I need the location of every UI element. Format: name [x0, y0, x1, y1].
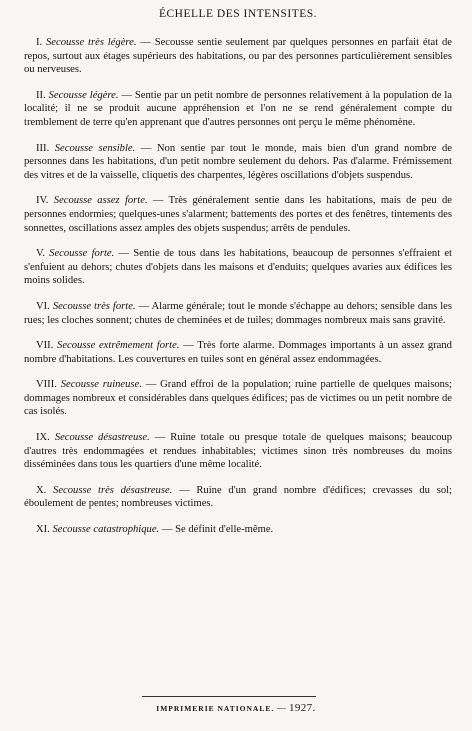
- intensity-entry: [24, 247, 452, 288]
- footer-rule: [142, 696, 316, 697]
- intensity-entry: [24, 142, 452, 183]
- intensity-number: III.: [36, 142, 50, 154]
- intensity-number: V.: [36, 248, 45, 260]
- intensity-entry: [24, 339, 452, 366]
- intensity-entry: [24, 378, 452, 419]
- intensity-description: — Alarme générale; tout le monde s'échappe au dehors; sensible dans les rues; les cloches sonnent; chutes de cheminées et de tuiles; dommages nombreux mais sans gravité.: [24, 300, 452, 326]
- intensity-number: VII.: [36, 340, 54, 352]
- intensity-name: Secousse désastreuse.: [54, 432, 150, 444]
- intensity-entry: [24, 484, 452, 511]
- footer-dash: —: [276, 703, 287, 713]
- footer-year: 1927.: [288, 702, 316, 714]
- intensity-name: Secousse ruineuse.: [60, 379, 142, 391]
- intensity-number: XI.: [36, 524, 50, 536]
- intensity-description: — Ruine d'un grand nombre d'édifices; crevasses du sol; éboulement de pentes; nombreuses victimes.: [24, 484, 452, 510]
- intensity-description: — Sentie par un petit nombre de personnes relativement à la population de la localité; il ne se produit aucune appréhension et l'on ne se rend généralement compte du tremblement de terre qu'en apprenant que d'autres personnes ont perçu le même phénomène.: [24, 89, 452, 128]
- footer-imprint: IMPRIMERIE NATIONALE.: [156, 704, 275, 713]
- intensity-entry: [24, 89, 452, 130]
- intensity-description: — Secousse sentie seulement par quelques personnes en parfait état de repos, surtout aux étages supérieurs des habitations, ou par des personnes particulièrement sensibles ou nerveuses.: [24, 37, 452, 76]
- intensity-name: Secousse très désastreuse.: [53, 484, 173, 496]
- intensity-description: — Ruine totale ou presque totale de quelques maisons; beaucoup d'autres très endommagées et rendues inhabitables; victimes sinon très nombreuses du moins disséminées dans tous les quartiers d'une même localité.: [24, 432, 452, 471]
- intensity-description: — Très généralement sentie dans les habitations, mais de peu de personnes endormies; quelques-unes s'alarment; battements des portes et des fenêtres, tintements des sonnettes, oscillations assez amples des objets suspendus; arrêts de pendules.: [24, 195, 453, 234]
- intensity-number: I.: [36, 37, 43, 48]
- intensity-name: Secousse très forte.: [52, 300, 136, 312]
- intensity-entry: [24, 36, 452, 77]
- intensity-number: IV.: [36, 195, 49, 207]
- intensity-entry: [24, 431, 452, 472]
- intensity-number: X.: [36, 484, 47, 496]
- intensity-name: Secousse sensible.: [54, 142, 136, 154]
- intensity-entry: [24, 523, 452, 537]
- page-title: ÉCHELLE DES INTENSITES.: [158, 8, 318, 20]
- intensity-number: II.: [36, 89, 46, 101]
- intensity-description: — Sentie de tous dans les habitations, beaucoup de personnes s'effraient et s'enfuient au dehors; chutes d'objets dans les maisons et d'enduits; quelques avaries aux édifices les moins solides.: [24, 248, 452, 287]
- intensity-entry: [24, 300, 452, 327]
- intensity-entry: [24, 194, 452, 235]
- intensity-description: — Non sentie par tout le monde, mais bien d'un grand nombre de personnes dans les habitations, d'un petit nombre seulement du dehors. Pas d'alarme. Frémissement des vitres et de la vaisselle, cliquetis des charpentes, légères oscillations d'objets suspendus.: [24, 142, 453, 181]
- intensity-name: Secousse très légère.: [46, 37, 137, 48]
- intensity-description: — Très forte alarme. Dommages importants à un assez grand nombre d'habitations. Les couvertures en tuiles sont en général assez endommagées.: [24, 340, 452, 365]
- footer: [0, 702, 472, 714]
- intensity-name: Secousse catastrophique.: [52, 524, 160, 536]
- intensity-name: Secousse légère.: [48, 89, 119, 101]
- intensity-name: Secousse extrêmement forte.: [57, 340, 180, 352]
- intensity-number: IX.: [36, 432, 50, 444]
- intensity-name: Secousse assez forte.: [53, 195, 148, 207]
- intensity-number: VI.: [36, 300, 50, 312]
- intensity-scale-list: [24, 36, 452, 537]
- intensity-name: Secousse forte.: [49, 248, 115, 260]
- intensity-description: — Se définit d'elle-même.: [161, 524, 274, 536]
- intensity-number: VIII.: [36, 379, 57, 391]
- intensity-description: — Grand effroi de la population; ruine partielle de quelques maisons; dommages nombreux et considérables dans quelques édifices; pas de victimes ou un petit nombre de cas isolés.: [24, 379, 453, 418]
